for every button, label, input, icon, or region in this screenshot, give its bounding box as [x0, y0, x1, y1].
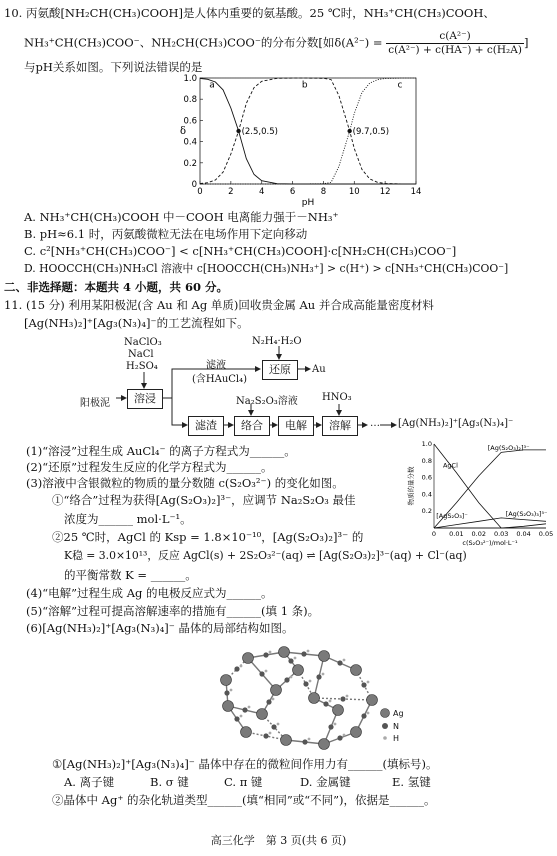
box-reduce: 还原 [262, 360, 298, 380]
q10-option-c: C. c²[NH₃⁺CH(CH₃)COO⁻] < c[NH₃⁺CH(CH₃)COOH]·c[NH₂CH(CH₃)COO⁻] [24, 244, 457, 258]
y2-tick-label-3: 0.8 [421, 456, 432, 465]
crystal-n-atom [337, 735, 342, 740]
crystal-ag-atom [243, 653, 254, 664]
crystal-h-atom [269, 651, 272, 654]
y2-tick-label-0: 0.2 [421, 507, 432, 516]
x-tick-label-0: 0 [197, 187, 203, 197]
q11-sub6a: ①[Ag(NH₃)₂]⁺[Ag₃(N₃)₄]⁻ 晶体中存在的微粒间作用力有______(填标号)。 [52, 757, 438, 771]
q11-sub1: (1)“溶浸”过程生成 AuCl₄⁻ 的离子方程式为______。 [26, 444, 296, 458]
flow-dots: … [370, 418, 380, 429]
crystal-ag-atom [223, 701, 234, 712]
crystal-ag-atom [319, 651, 330, 662]
crystal-ag-atom [257, 709, 268, 720]
q10-fraction-den: c(A²⁻) + c(HA⁻) + c(H₂A) [388, 44, 522, 57]
q11-sub6a-opt-e: E. 氢键 [392, 775, 431, 789]
crystal-n-atom [316, 674, 321, 679]
y-tick-label-2: 0.4 [183, 137, 197, 148]
series2-label-2: [AgS₂O₃]⁻ [436, 511, 468, 520]
crystal-n-atom [288, 658, 293, 663]
q11-sub2: (2)“还原”过程发生反应的化学方程式为______。 [26, 460, 273, 474]
crystal-h-atom [329, 700, 332, 703]
series2-label-1: [Ag(S₂O₃)₂]³⁻ [487, 443, 530, 452]
y-axis-label: δ [179, 126, 187, 137]
crystal-h-atom [277, 723, 280, 726]
point-label-1: (9.7,0.5) [352, 127, 390, 137]
q11-stem-line1: 11. (15 分) 利用某阳极泥(含 Au 和 Ag 单质)回收贵金属 Au 并合成高能量密度材料 [4, 298, 434, 312]
crystal-ag-atom [367, 695, 378, 706]
point-label-0: (2.5,0.5) [241, 127, 278, 137]
crystal-ag-atom [351, 727, 362, 738]
crystal-h-atom [346, 695, 349, 698]
q10-fraction-tail: ] [523, 35, 529, 50]
crystal-n-atom [263, 652, 268, 657]
crystal-h-atom [367, 712, 370, 715]
crystal-ag-atom [319, 739, 330, 750]
start-anode-mud: 阳极泥 [80, 398, 110, 409]
crystal-ag-atom [241, 727, 252, 738]
crystal-h-atom [294, 657, 297, 660]
series-label-c: c [397, 80, 403, 91]
q10-fraction [386, 30, 524, 57]
q10-stem-line3: 与pH关系如图。下列说法错误的是 [24, 60, 203, 74]
y-tick-label-5: 1.0 [183, 74, 197, 84]
q11-sub3a-line1: ①“络合”过程为获得[Ag(S₂O₃)₂]³⁻，应调节 Na₂S₂O₃ 最佳 [52, 493, 356, 507]
crystal-ag-atom [351, 665, 362, 676]
crystal-n-atom [323, 701, 328, 706]
marked-point-1 [347, 129, 351, 133]
crystal-ag-atom [221, 675, 232, 686]
q11-sub6b: ②晶体中 Ag⁺ 的杂化轨道类型______(填“相同”或“不同”)，依据是______。 [52, 793, 436, 807]
x2-tick-label-4: 0.04 [516, 530, 531, 538]
crystal-h-atom [230, 689, 233, 692]
crystal-ag-atom [309, 693, 320, 704]
crystal-n-atom [271, 724, 276, 729]
crystal-h-atom [265, 670, 268, 673]
reagent-nacl: NaCl [128, 349, 154, 360]
reagent-na2s2o3: Na₂S₂O₃溶液 [236, 396, 298, 407]
crystal-n-atom [259, 671, 264, 676]
q11-sub5: (5)“溶解”过程可提高溶解速率的措施有______(填 1 条)。 [26, 604, 320, 618]
q10-stem-line1: 10. 丙氨酸[NH₂CH(CH₃)COOH]是人体内重要的氨基酸。25 ℃时，NH₃⁺CH(CH₃)COOH、 [4, 6, 495, 20]
box-electrolysis: 电解 [278, 416, 314, 436]
reagent-n2h4: N₂H₄·H₂O [252, 336, 302, 347]
q10-option-a: A. NH₃⁺CH(CH₃)COOH 中－COOH 电离能力强于－NH₃⁺ [24, 210, 339, 224]
q10-stem-line2-left: NH₃⁺CH(CH₃)COO⁻、NH₂CH(CH₃)COO⁻的分布分数[如δ(A²⁻) = [24, 35, 383, 50]
crystal-n-atom [303, 681, 308, 686]
final-product: [Ag(NH₃)₂]⁺[Ag₃(N₃)₄]⁻ [398, 418, 514, 429]
series2-label-0: AgCl [442, 461, 458, 470]
section2-title: 二、非选择题：本题共 4 小题，共 60 分。 [4, 280, 229, 294]
crystal-n-atom [337, 660, 342, 665]
q10-option-d: D. HOOCCH(CH₃)NH₃Cl 溶液中 c[HOOCCH(CH₃)NH₃⁺] > c(H⁺) > c[NH₃⁺CH(CH₃)COO⁻] [24, 262, 509, 275]
legend-h: H [393, 734, 400, 743]
x-axis-label: pH [301, 198, 315, 208]
crystal-n-atom [284, 677, 289, 682]
x2-tick-label-3: 0.03 [493, 530, 509, 538]
marked-point-0 [236, 129, 240, 133]
series2-line-3 [434, 524, 546, 528]
x-tick-label-6: 12 [379, 187, 391, 197]
crystal-h-atom [307, 650, 310, 653]
q11-sub6a-opt-a: A. 离子键 [64, 775, 115, 789]
crystal-n-atom [224, 690, 229, 695]
y-tick-label-1: 0.2 [183, 158, 197, 169]
crystal-ag-atom [271, 685, 282, 696]
crystal-ag-atom [281, 735, 292, 746]
q11-sub6a-opt-b: B. σ 键 [150, 775, 189, 789]
q11-sub3b-line2: K稳 = 3.0×10¹³，反应 AgCl(s) + 2S₂O₃²⁻(aq) ⇌ [Ag(S₂O₃)₂]³⁻(aq) + Cl⁻(aq) [64, 549, 467, 562]
x-tick-label-3: 6 [289, 187, 296, 197]
x2-axis-label: c(S₂O₃²⁻)/mol·L⁻¹ [462, 539, 518, 547]
crystal-ag-atom [333, 705, 344, 716]
y2-tick-label-1: 0.4 [421, 490, 432, 499]
box-leach: 溶浸 [127, 389, 163, 409]
box-dissolve: 溶解 [322, 416, 358, 436]
delta-ph-chart [178, 74, 428, 210]
crystal-n-atom [266, 699, 271, 704]
series2-label-3: [Ag(S₂O₃)₃]⁵⁻ [505, 510, 548, 519]
x2-tick-label-2: 0.02 [471, 530, 487, 538]
crystal-ag-atom [293, 665, 304, 676]
x2-tick-label-5: 0.05 [538, 530, 554, 538]
q10-option-b: B. pH≈6.1 时，丙氨酸微粒无法在电场作用下定向移动 [24, 227, 308, 241]
crystal-h-atom [322, 673, 325, 676]
crystal-h-atom [309, 680, 312, 683]
crystal-h-atom [334, 723, 337, 726]
legend-swatches [379, 708, 391, 748]
reagent-naclo3: NaClO₃ [124, 337, 162, 348]
y2-tick-label-4: 1.0 [421, 440, 432, 448]
filtrate-note: (含HAuCl₄) [192, 374, 248, 385]
series-label-b: b [301, 80, 308, 91]
y-tick-label-3: 0.6 [183, 116, 197, 127]
crystal-n-atom [234, 716, 239, 721]
x-tick-label-7: 14 [410, 187, 422, 197]
filtrate-label: 滤液 [206, 360, 226, 371]
q11-sub6a-opt-c: C. π 键 [224, 775, 263, 789]
x-tick-label-2: 4 [259, 187, 265, 197]
reagent-h2so4: H₂SO₄ [126, 361, 158, 372]
crystal-h-atom [308, 738, 311, 741]
series-label-a: a [209, 80, 215, 91]
crystal-ag-atom [279, 647, 290, 658]
page-footer: 高三化学 第 3 页(共 6 页) [210, 834, 347, 847]
product-au: Au [312, 364, 326, 375]
q11-sub3: (3)溶液中含银微粒的物质的量分数随 c(S₂O₃²⁻) 的变化如图。 [26, 476, 344, 490]
y2-axis-label: 物质的量分数 [407, 466, 415, 506]
y2-tick-label-2: 0.6 [421, 473, 432, 482]
crystal-h-atom [240, 715, 243, 718]
crystal-n-atom [361, 713, 366, 718]
legend-ag: Ag [393, 709, 404, 718]
q11-sub4: (4)“电解”过程生成 Ag 的电极反应式为______。 [26, 586, 273, 600]
silver-species-chart [404, 440, 554, 570]
crystal-n-atom [340, 696, 345, 701]
box-filter-residue: 滤渣 [188, 416, 224, 436]
x-tick-label-4: 8 [320, 187, 327, 197]
reagent-hno3: HNO₃ [322, 392, 352, 403]
q11-sub3b-line1: ②25 ℃时，AgCl 的 Ksp = 1.8×10⁻¹⁰，[Ag(S₂O₃)₂]³⁻ 的 [52, 530, 364, 544]
x2-tick-label-0: 0 [431, 530, 437, 538]
crystal-h-atom [343, 734, 346, 737]
box-complex: 络合 [234, 416, 270, 436]
crystal-n-atom [361, 682, 366, 687]
crystal-structure-image [206, 640, 386, 755]
crystal-h-atom [343, 659, 346, 662]
crystal-h-atom [272, 698, 275, 701]
crystal-n-atom [242, 707, 247, 712]
x-tick-label-5: 10 [348, 187, 360, 197]
crystal-n-atom [234, 666, 239, 671]
q11-sub3a-line2: 浓度为______ mol·L⁻¹。 [64, 512, 192, 526]
x-tick-label-1: 2 [228, 187, 234, 197]
q10-stem-line2 [24, 30, 528, 57]
crystal-n-atom [328, 724, 333, 729]
crystal-h-atom [290, 676, 293, 679]
crystal-h-atom [248, 706, 251, 709]
q11-stem-line2: [Ag(NH₃)₂]⁺[Ag₃(N₃)₄]⁻的工艺流程如下。 [24, 316, 249, 330]
crystal-h-atom [269, 732, 272, 735]
y-tick-label-0: 0 [191, 180, 197, 190]
legend-n: N [393, 722, 399, 731]
crystal-h-atom [367, 681, 370, 684]
q11-sub3b-line3: 的平衡常数 K = ______。 [64, 568, 197, 582]
crystal-n-atom [301, 651, 306, 656]
crystal-h-atom [240, 665, 243, 668]
crystal-n-atom [302, 739, 307, 744]
crystal-n-atom [263, 733, 268, 738]
q10-fraction-num: c(A²⁻) [386, 30, 524, 44]
q11-sub6: (6)[Ag(NH₃)₂]⁺[Ag₃(N₃)₄]⁻ 晶体的局部结构如图。 [26, 621, 294, 635]
q11-sub6a-opt-d: D. 金属键 [300, 775, 351, 789]
x2-tick-label-1: 0.01 [449, 530, 464, 538]
y-tick-label-4: 0.8 [183, 95, 197, 106]
